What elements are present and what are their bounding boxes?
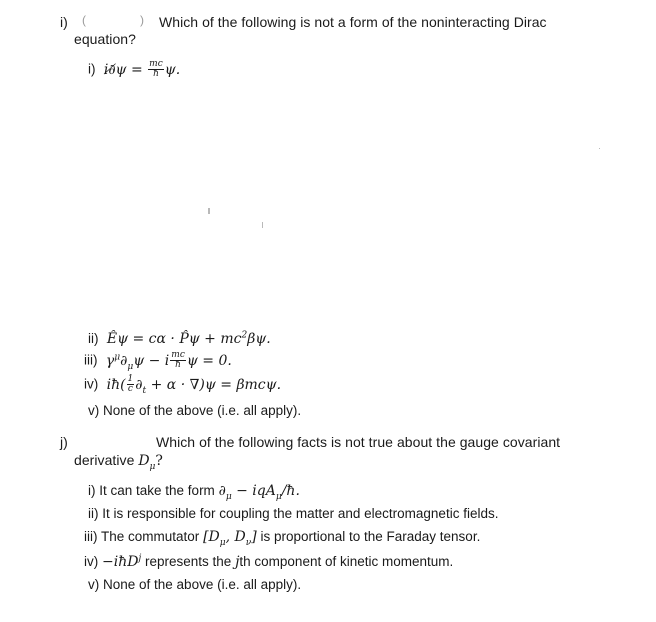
option-i-2-number: ii) <box>88 331 99 346</box>
question-i-text-line2: equation? <box>74 31 136 47</box>
question-j-text-line2 <box>74 452 163 472</box>
scan-mark-1 <box>208 208 210 214</box>
option-i-3-equation: $\gamma^\mu\partial_\mu\psi - i$ $\frac{mc}{ħ}$ ψ = 0. <box>101 350 232 372</box>
option-j-2 <box>88 505 498 521</box>
question-i-label: i) <box>60 14 68 30</box>
option-j-5-number: v) <box>88 577 103 592</box>
option-i-3 <box>84 351 232 371</box>
question-i-text-line1: Which of the following is not a form of the noninteracting Dirac <box>159 14 547 30</box>
option-j-4-number: iv) <box>84 554 102 569</box>
option-i-1 <box>88 60 180 79</box>
option-j-1 <box>88 482 300 502</box>
option-j-1-number: i) <box>88 483 100 498</box>
question-j-text-line1: Which of the following facts is not true about the gauge covariant <box>156 434 561 450</box>
option-j-2-text: It is responsible for coupling the matter and electromagnetic fields. <box>102 506 499 521</box>
option-j-3 <box>84 528 480 548</box>
option-i-1-equation: i∂̸ψ = $\frac{mc}{ħ}$ ψ. <box>99 59 181 79</box>
scan-mark-3 <box>599 148 600 149</box>
option-i-2 <box>88 330 271 347</box>
question-j-text-line2-symbol: $D_\mu$? <box>138 453 163 472</box>
option-i-5-text: None of the above (i.e. all apply). <box>103 403 302 418</box>
option-i-4-number: iv) <box>84 376 99 392</box>
option-i-4 <box>84 375 281 395</box>
option-i-5 <box>88 402 301 418</box>
option-i-2-equation: Êψ = cα · P̂ψ + $mc^2\beta\psi$. <box>102 330 271 347</box>
question-i-open-mark: ( <box>82 13 86 27</box>
question-j-label: j) <box>60 434 68 450</box>
option-i-3-number: iii) <box>84 352 98 368</box>
option-j-4 <box>84 553 453 570</box>
option-j-3-number: iii) <box>84 529 102 544</box>
question-i-close-mark: ) <box>140 13 144 27</box>
option-j-1-text: It can take the form $\partial_\mu$ − iqA$_\mu$/ħ. <box>99 483 300 502</box>
question-j-text-line2-words: derivative <box>74 452 135 468</box>
option-i-4-equation: iħ( $\frac{1}{c}$ $\partial_t + \alpha \cdot \nabla)\psi = \beta mc\psi$. <box>102 374 282 396</box>
option-j-3-text: The commutator [$D_\mu$, $D_\nu$] is proportional to the Faraday tensor. <box>101 529 481 548</box>
option-i-1-number: i) <box>88 61 96 77</box>
scan-mark-2 <box>262 222 263 228</box>
option-j-4-text: −iħD$^j$ represents the jth component of kinetic momentum. <box>102 553 454 570</box>
option-i-5-number: v) <box>88 403 103 418</box>
option-j-5 <box>88 576 301 592</box>
option-j-5-text: None of the above (i.e. all apply). <box>103 577 302 592</box>
option-j-2-number: ii) <box>88 506 103 521</box>
